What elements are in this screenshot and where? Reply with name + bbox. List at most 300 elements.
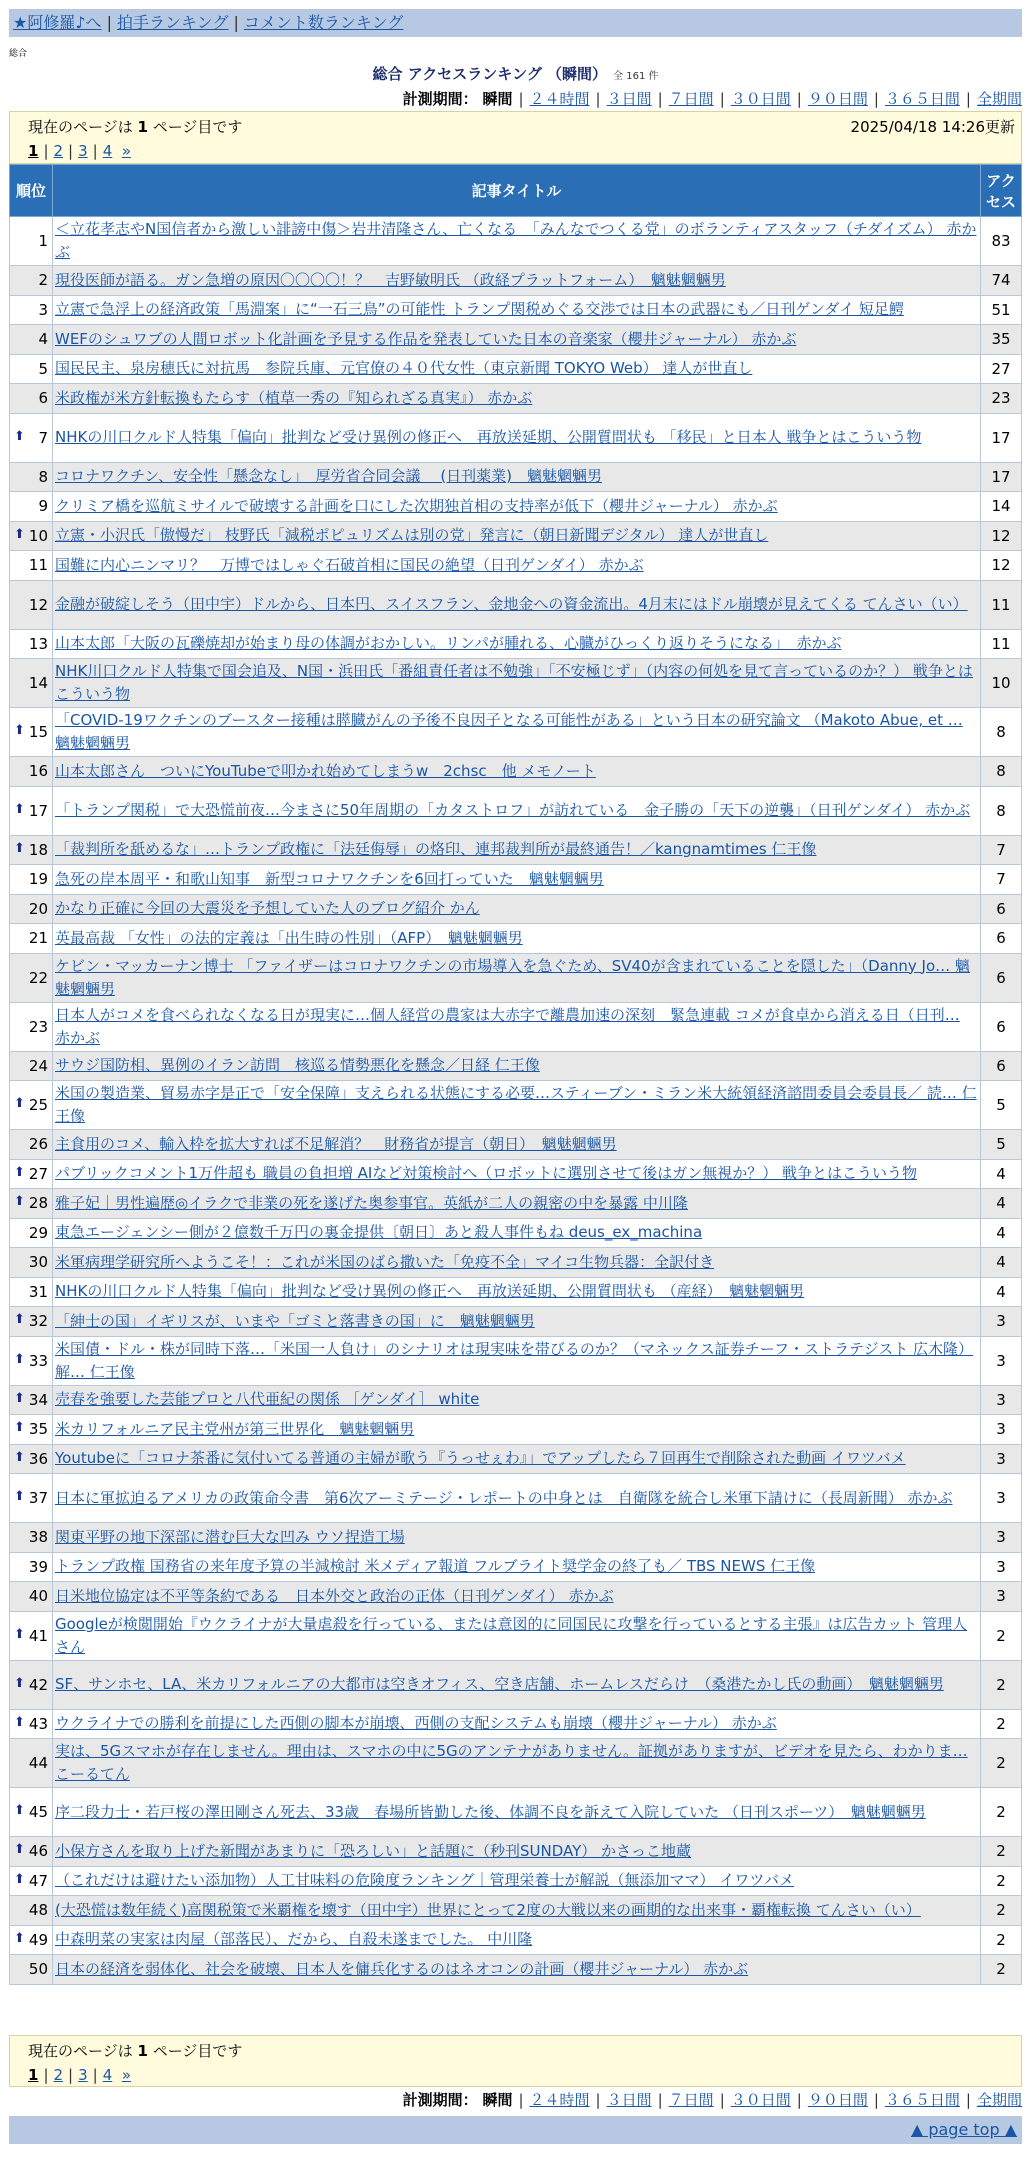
article-title-link[interactable]: NHK川口クルド人特集で国会追及、N国・浜田氏「番組責任者は不勉強」「不安極じず」（内容の何処を見て言っているのか？） 戦争とはこういう物	[55, 662, 973, 703]
access-count: 4	[981, 1218, 1022, 1248]
rank-up-icon: ⬆	[14, 1842, 25, 1858]
rank-number: 11	[28, 556, 48, 575]
rank-number: 47	[28, 1871, 48, 1890]
access-count: 14	[981, 492, 1022, 522]
title-cell	[53, 1385, 981, 1415]
article-title-link[interactable]: NHKの川口クルド人特集「偏向」批判など受け異例の修正へ 再放送延期、公開質問状も （産経） 魑魅魍魎男	[55, 1282, 805, 1301]
article-title-link[interactable]: (大恐慌は数年続く)高関税策で米覇権を壊す（田中宇）世界にとって2度の大戦以来の画期的な出来事・覇権転換 てんさい（い）	[55, 1900, 921, 1919]
rank-cell	[10, 1955, 53, 1985]
table-row	[10, 1552, 1022, 1582]
breadcrumb: 総合	[9, 49, 28, 59]
table-row	[10, 580, 1022, 629]
rank-number: 20	[28, 899, 48, 918]
article-title-link[interactable]: ＜立花孝志やN国信者から激しい誹謗中傷＞岩井清隆さん、亡くなる 「みんなでつくる党」のボランティアスタッフ（チダイズム） 赤かぶ	[55, 220, 977, 261]
title-cell	[53, 1739, 981, 1788]
rank-number: 41	[28, 1626, 48, 1645]
access-count: 2	[981, 1866, 1022, 1896]
article-title-link[interactable]: 小保方さんを取り上げた新聞があまりに「恐ろしい」と話題に（秒刊SUNDAY） かさっこ地蔵	[55, 1841, 692, 1860]
title-cell	[53, 1925, 981, 1955]
rank-cell	[10, 1336, 53, 1385]
rank-number: 39	[28, 1557, 48, 1576]
page-title-text: 総合 アクセスランキング （瞬間）	[372, 65, 608, 83]
title-cell	[53, 551, 981, 581]
rank-number: 17	[28, 801, 48, 820]
page-2-link[interactable]: 2	[53, 142, 64, 160]
rank-cell	[10, 1051, 53, 1081]
article-title-link[interactable]: ウクライナでの勝利を前提にした西側の脚本が崩壊、西側の支配システムも崩壊（櫻井ジャーナル） 赤かぶ	[55, 1714, 777, 1733]
rank-number: 50	[28, 1960, 48, 1979]
rank-number: 40	[28, 1587, 48, 1606]
rank-cell	[10, 1159, 53, 1189]
page-3-link-bottom[interactable]: 3	[78, 2066, 88, 2084]
article-title-link[interactable]: 金融が破綻しそう（田中宇）ドルから、日本円、スイスフラン、金地金への資金流出。4月末にはドル崩壊が見えてくる てんさい（い）	[55, 595, 968, 613]
rank-number: 15	[28, 723, 48, 741]
rank-number: 23	[28, 1017, 48, 1036]
rank-number: 36	[28, 1449, 48, 1468]
access-count: 6	[981, 894, 1022, 924]
article-title-link[interactable]: 主食用のコメ、輸入枠を拡大すれば不足解消？ 財務省が提言（朝日） 魑魅魍魎男	[55, 1134, 617, 1153]
page-2-link-bottom[interactable]: 2	[53, 2066, 64, 2084]
period-link-30d-bottom[interactable]: ３０日間	[730, 2091, 791, 2109]
rank-header: 順位	[10, 165, 53, 217]
rank-cell	[10, 580, 53, 629]
article-title-link[interactable]: 山本太郎「大阪の瓦礫焼却が始まり母の体調がおかしい。リンパが腫れる、心臓がひっくり返りそうになる」 赤かぶ	[55, 634, 842, 653]
period-link-30d[interactable]: ３０日間	[730, 90, 791, 108]
access-count: 2	[981, 1896, 1022, 1926]
access-count: 3	[981, 1582, 1022, 1612]
title-cell	[53, 462, 981, 492]
table-row	[10, 865, 1022, 895]
access-header: アクセス	[981, 165, 1022, 217]
article-title-link[interactable]: 東急エージェンシー側が２億数千万円の裏金提供〔朝日〕あと殺人事件もね deus_ex_machina	[55, 1223, 703, 1242]
rank-cell	[10, 1739, 53, 1788]
comment-ranking-link[interactable]: コメント数ランキング	[243, 13, 404, 32]
title-cell	[53, 924, 981, 954]
rank-cell	[10, 894, 53, 924]
rank-cell	[10, 1837, 53, 1867]
article-title-link[interactable]: ケビン・マッカーナン博士 「ファイザーはコロナワクチンの市場導入を急ぐため、SV40が含まれていることを隠した」（Danny Jo… 魑魅魍魎男	[55, 956, 970, 998]
page-4-link-bottom[interactable]: 4	[102, 2066, 113, 2084]
rank-cell	[10, 629, 53, 659]
title-cell	[53, 1474, 981, 1523]
access-count: 3	[981, 1552, 1022, 1582]
title-cell	[53, 1002, 981, 1051]
access-count: 3	[981, 1307, 1022, 1337]
access-count: 6	[981, 1051, 1022, 1081]
rank-number: 25	[28, 1096, 48, 1114]
current-page-number-bottom: 1	[137, 2042, 148, 2060]
table-row	[10, 1474, 1022, 1523]
rank-number: 13	[28, 634, 48, 653]
table-row	[10, 1307, 1022, 1337]
article-title-link[interactable]: パブリックコメント1万件超も 職員の負担増 AIなど対策検討へ（ロボットに選別させて後はガン無視か？） 戦争とはこういう物	[55, 1164, 918, 1183]
table-row	[10, 1837, 1022, 1867]
table-row	[10, 1955, 1022, 1985]
access-count: 5	[981, 1081, 1022, 1130]
rank-up-icon: ⬆	[14, 526, 25, 542]
title-cell	[53, 1277, 981, 1307]
title-cell	[53, 1051, 981, 1081]
page-3-link[interactable]: 3	[78, 142, 88, 160]
table-row	[10, 1218, 1022, 1248]
period-label: 計測期間：	[402, 90, 478, 108]
access-count: 8	[981, 708, 1022, 757]
title-cell	[53, 1955, 981, 1985]
rank-number: 2	[38, 271, 48, 290]
table-header-row	[10, 165, 1022, 217]
next-page-link[interactable]: »	[121, 142, 131, 160]
rank-up-icon: ⬆	[14, 1096, 25, 1111]
rank-number: 22	[28, 968, 48, 987]
title-cell	[53, 266, 981, 296]
rank-cell	[10, 462, 53, 492]
rank-up-icon: ⬆	[14, 840, 25, 856]
period-link-7d-bottom[interactable]: ７日間	[668, 2091, 714, 2109]
period-link-3d[interactable]: ３日間	[606, 90, 652, 108]
rank-up-icon: ⬆	[14, 1714, 25, 1730]
table-row	[10, 953, 1022, 1002]
rank-number: 35	[28, 1420, 48, 1439]
title-header: 記事タイトル	[53, 165, 981, 217]
rank-cell	[10, 924, 53, 954]
table-row	[10, 1788, 1022, 1837]
access-count: 2	[981, 1837, 1022, 1867]
table-row	[10, 1002, 1022, 1051]
title-cell	[53, 1523, 981, 1553]
rank-number: 27	[28, 1164, 48, 1183]
rank-cell	[10, 1611, 53, 1660]
ranking-table-body	[10, 217, 1022, 1985]
title-cell	[53, 1582, 981, 1612]
access-count: 17	[981, 413, 1022, 462]
rank-number: 46	[28, 1842, 48, 1861]
article-title-link[interactable]: 関東平野の地下深部に潜む巨大な凹み ウソ捏造工場	[55, 1527, 405, 1546]
access-count: 12	[981, 551, 1022, 581]
article-title-link[interactable]: 実は、5Gスマホが存在しません。理由は、スマホの中に5Gのアンテナがありません。証拠がありますが、ビデオを見たら、わかりま… こーるてん	[55, 1742, 968, 1783]
article-title-link[interactable]: WEFのシュワブの人間ロボット化計画を予見する作品を発表していた日本の音楽家（櫻井ジャーナル） 赤かぶ	[55, 329, 797, 348]
title-cell	[53, 1896, 981, 1926]
rank-number: 48	[28, 1901, 48, 1920]
access-count: 3	[981, 1336, 1022, 1385]
access-count: 51	[981, 295, 1022, 325]
access-count: 11	[981, 580, 1022, 629]
article-title-link[interactable]: 立憲で急浮上の経済政策「馬淵案」に“一石三鳥”の可能性 トランプ関税めぐる交渉では日本の武器にも／日刊ゲンダイ 短足鰐	[55, 300, 904, 319]
table-row	[10, 659, 1022, 708]
next-page-link-bottom[interactable]: »	[121, 2066, 131, 2084]
table-row	[10, 629, 1022, 659]
rank-up-icon: ⬆	[14, 1449, 25, 1465]
article-title-link[interactable]: SF、サンホセ、LA、米カリフォルニアの大都市は空きオフィス、空き店舗、ホームレスだらけ （桑港たかし氏の動画） 魑魅魍魎男	[55, 1675, 944, 1693]
rank-number: 5	[38, 359, 48, 378]
article-title-link[interactable]: 日本の経済を弱体化、社会を破壊、日本人を傭兵化するのはネオコンの計画（櫻井ジャーナル） 赤かぶ	[55, 1959, 749, 1978]
rank-cell	[10, 757, 53, 787]
rank-up-icon: ⬆	[14, 1164, 25, 1180]
access-count: 4	[981, 1277, 1022, 1307]
table-row	[10, 1130, 1022, 1160]
table-row	[10, 384, 1022, 414]
article-title-link[interactable]: 米カリフォルニア民主党州が第三世界化 魑魅魍魎男	[55, 1419, 415, 1438]
access-count: 8	[981, 786, 1022, 835]
rank-number: 42	[28, 1675, 48, 1694]
rank-number: 21	[28, 929, 48, 948]
rank-number: 38	[28, 1528, 48, 1547]
article-title-link[interactable]: Youtubeに「コロナ茶番に気付いてる普通の主婦が歌う『うっせぇわ』」でアップしたら７回再生で削除された動画 イワツバメ	[55, 1449, 906, 1468]
rank-number: 6	[38, 389, 48, 408]
rank-up-icon: ⬆	[14, 1194, 25, 1210]
title-cell	[53, 325, 981, 355]
rank-number: 18	[28, 840, 48, 859]
period-link-3d-bottom[interactable]: ３日間	[606, 2091, 652, 2109]
article-title-link[interactable]: 日本人がコメを食べられなくなる日が現実に…個人経営の農家は大赤字で離農加速の深刻 緊急連載 コメが食卓から消える日（日刊… 赤かぶ	[55, 1005, 960, 1047]
article-title-link[interactable]: 急死の岸本周平・和歌山知事 新型コロナワクチンを6回打っていた 魑魅魍魎男	[55, 869, 604, 888]
table-row	[10, 462, 1022, 492]
title-cell	[53, 521, 981, 551]
access-count: 17	[981, 462, 1022, 492]
pagination: 1 | 2 | 3 | 4 »	[28, 142, 131, 160]
title-cell	[53, 1552, 981, 1582]
clap-ranking-link[interactable]: 拍手ランキング	[116, 13, 229, 32]
rank-number: 32	[28, 1312, 48, 1331]
article-title-link[interactable]: 米国債・ドル・株が同時下落…「米国一人負け」のシナリオは現実味を帯びるのか？（マネックス証券チーフ・ストラテジスト 広木隆）解… 仁王像	[55, 1339, 973, 1381]
title-cell	[53, 354, 981, 384]
article-title-link[interactable]: クリミア橋を巡航ミサイルで破壊する計画を口にした次期独首相の支持率が低下（櫻井ジャーナル） 赤かぶ	[55, 496, 778, 515]
rank-cell	[10, 953, 53, 1002]
access-count: 6	[981, 924, 1022, 954]
rank-number: 33	[28, 1351, 48, 1370]
access-count: 4	[981, 1159, 1022, 1189]
table-row	[10, 1277, 1022, 1307]
rank-number: 49	[28, 1930, 48, 1949]
table-row	[10, 521, 1022, 551]
article-title-link[interactable]: 米軍病理学研究所へようこそ！：これが米国のばら撒いた「免疫不全」マイコ生物兵器：全訳付き	[55, 1252, 715, 1271]
current-page-text	[28, 116, 242, 137]
title-cell	[53, 1336, 981, 1385]
table-row	[10, 1385, 1022, 1415]
period-link-all-bottom[interactable]: 全期間	[976, 2091, 1022, 2109]
access-count: 11	[981, 629, 1022, 659]
rank-cell	[10, 1081, 53, 1130]
rank-cell	[10, 1189, 53, 1219]
period-link-24h-bottom[interactable]: ２４時間	[529, 2091, 590, 2109]
rank-cell	[10, 1896, 53, 1926]
period-current-bottom: 瞬間	[482, 2091, 513, 2109]
access-count: 2	[981, 1709, 1022, 1739]
rank-cell	[10, 492, 53, 522]
rank-cell	[10, 1130, 53, 1160]
table-row	[10, 1709, 1022, 1739]
rank-number: 31	[28, 1282, 48, 1301]
rank-up-icon: ⬆	[14, 1420, 25, 1436]
rank-cell	[10, 1002, 53, 1051]
title-cell	[53, 1444, 981, 1474]
title-cell	[53, 295, 981, 325]
period-link-365d[interactable]: ３６５日間	[884, 90, 960, 108]
period-link-all[interactable]: 全期間	[976, 90, 1022, 108]
access-count: 2	[981, 1739, 1022, 1788]
rank-cell	[10, 217, 53, 266]
title-cell	[53, 1307, 981, 1337]
rank-cell	[10, 1474, 53, 1523]
article-title-link[interactable]: 序二段力士・若戸桜の澤田剛さん死去、33歳 春場所皆勤した後、体調不良を訴えて入院していた （日刊スポーツ） 魑魅魍魎男	[55, 1802, 926, 1821]
paging-box-top	[9, 111, 1022, 164]
bottom-bar	[9, 2116, 1022, 2144]
title-cell	[53, 894, 981, 924]
period-selector-top: 計測期間： 瞬間 | ２４時間 | ３日間 | ７日間 | ３０日間 | ９０日間 | ３６５日間 | 全期間	[402, 90, 1022, 108]
table-row	[10, 266, 1022, 296]
rank-number: 4	[38, 330, 48, 349]
access-count: 27	[981, 354, 1022, 384]
article-title-link[interactable]: 中森明菜の実家は肉屋（部落民）、だから、自殺未遂までした。 中川隆	[55, 1930, 533, 1949]
access-count: 10	[981, 659, 1022, 708]
article-title-link[interactable]: （これだけは避けたい添加物）人工甘味料の危険度ランキング｜管理栄養士が解説（無添加ママ） イワツバメ	[55, 1871, 795, 1890]
rank-cell	[10, 1552, 53, 1582]
title-cell	[53, 580, 981, 629]
article-title-link[interactable]: 日本に軍拡迫るアメリカの政策命令書 第6次アーミテージ・レポートの中身とは 自衛隊を統合し米軍下請けに（長周新聞） 赤かぶ	[55, 1488, 953, 1507]
rank-cell	[10, 384, 53, 414]
title-cell	[53, 1788, 981, 1837]
rank-number: 14	[28, 674, 48, 692]
article-title-link[interactable]: 英最高裁 「女性」の法的定義は「出生時の性別」（AFP） 魑魅魍魎男	[55, 928, 523, 947]
table-row	[10, 1189, 1022, 1219]
table-row	[10, 1081, 1022, 1130]
rank-up-icon: ⬆	[14, 1626, 25, 1642]
title-cell	[53, 413, 981, 462]
rank-cell	[10, 1415, 53, 1445]
article-title-link[interactable]: サウジ国防相、異例のイラン訪問 核巡る情勢悪化を懸念／日経 仁王像	[55, 1056, 540, 1075]
access-count: 2	[981, 1788, 1022, 1837]
article-title-link[interactable]: コロナワクチン、安全性「懸念なし」 厚労省合同会議 (日刊薬業) 魑魅魍魎男	[55, 467, 603, 486]
rank-cell	[10, 354, 53, 384]
rank-number: 7	[38, 428, 48, 447]
article-title-link[interactable]: 国民民主、泉房穂氏に対抗馬 参院兵庫、元官僚の４０代女性（東京新聞 TOKYO Web） 達人が世直し	[55, 359, 753, 378]
article-title-link[interactable]: 雅子妃｜男性遍歴◎イラクで非業の死を遂げた奥参事官。英紙が二人の親密の中を暴露 中川隆	[55, 1193, 688, 1212]
rank-number: 9	[38, 497, 48, 516]
rank-number: 24	[28, 1056, 48, 1075]
period-selector-bottom: 計測期間： 瞬間 | ２４時間 | ３日間 | ７日間 | ３０日間 | ９０日間 | ３６５日間 | 全期間	[402, 2091, 1022, 2109]
title-cell	[53, 1415, 981, 1445]
rank-cell	[10, 551, 53, 581]
rank-cell	[10, 1444, 53, 1474]
rank-number: 37	[28, 1489, 48, 1507]
rank-number: 12	[28, 595, 48, 614]
table-row	[10, 1159, 1022, 1189]
rank-number: 45	[28, 1803, 48, 1821]
rank-cell	[10, 266, 53, 296]
table-row	[10, 924, 1022, 954]
table-row	[10, 217, 1022, 266]
article-title-link[interactable]: トランプ政権 国務省の来年度予算の半減検討 米メディア報道 フルブライト奨学金の終了も／ TBS NEWS 仁王像	[55, 1557, 816, 1576]
table-row	[10, 413, 1022, 462]
rank-up-icon: ⬆	[14, 1803, 25, 1818]
period-link-24h[interactable]: ２４時間	[529, 90, 590, 108]
table-row	[10, 1336, 1022, 1385]
article-title-link[interactable]: 「COVID-19ワクチンのブースター接種は膵臓がんの予後不良因子となる可能性がある」という日本の研究論文 （Makoto Abue, et … 魑魅魍魎男	[55, 711, 963, 752]
rank-cell	[10, 1660, 53, 1709]
rank-number: 10	[28, 526, 48, 545]
page-top-link[interactable]: ▲ page top ▲	[910, 2120, 1017, 2139]
access-count: 7	[981, 865, 1022, 895]
period-link-7d[interactable]: ７日間	[668, 90, 714, 108]
title-cell	[53, 659, 981, 708]
article-title-link[interactable]: 現役医師が語る。ガン急増の原因〇〇〇〇！？ 吉野敏明氏 （政経プラットフォーム） 魑魅魍魎男	[55, 270, 726, 289]
page-4-link[interactable]: 4	[102, 142, 113, 160]
access-count: 35	[981, 325, 1022, 355]
title-cell	[53, 1866, 981, 1896]
paging-box-bottom	[9, 2035, 1022, 2087]
article-title-link[interactable]: 「トランプ関税」で大恐慌前夜…今まさに50年周期の「カタストロフ」が訪れている 金子勝の「天下の逆襲」（日刊ゲンダイ） 赤かぶ	[55, 801, 971, 819]
access-count: 3	[981, 1474, 1022, 1523]
access-count: 2	[981, 1660, 1022, 1709]
article-title-link[interactable]: 立憲・小沢氏「傲慢だ」 枝野氏「減税ポピュリズムは別の党」発言に（朝日新聞デジタル） 達人が世直し	[55, 526, 769, 545]
rank-number: 1	[38, 232, 48, 250]
article-title-link[interactable]: 山本太郎さん ついにYouTubeで叩かれ始めてしまうw 2chsc 他 メモノート	[55, 761, 596, 780]
title-cell	[53, 835, 981, 865]
article-title-link[interactable]: かなり正確に今回の大震災を予想していた人のブログ紹介 かん	[55, 899, 480, 918]
rank-cell	[10, 521, 53, 551]
article-title-link[interactable]: Googleが検閲開始『ウクライナが大量虐殺を行っている、または意図的に同国民に攻撃を行っているとする主張』は広告カット 管理人さん	[55, 1614, 968, 1656]
rank-cell	[10, 1248, 53, 1278]
article-title-link[interactable]: 日米地位協定は不平等条約である 日本外交と政治の正体（日刊ゲンダイ） 赤かぶ	[55, 1586, 614, 1605]
rank-up-icon: ⬆	[14, 1312, 25, 1328]
title-cell	[53, 1218, 981, 1248]
current-page-pre-bottom: 現在のページは	[28, 2042, 133, 2060]
access-count: 2	[981, 1611, 1022, 1660]
rank-number: 3	[38, 300, 48, 319]
access-count: 5	[981, 1130, 1022, 1160]
title-cell	[53, 1081, 981, 1130]
rank-cell	[10, 659, 53, 708]
title-cell	[53, 1611, 981, 1660]
rank-number: 34	[28, 1390, 48, 1409]
article-title-link[interactable]: 米国の製造業、貿易赤字是正で「安全保障」支えられる状態にする必要…スティーブン・ミラン米大統領経済諮問委員会委員長／ 読… 仁王像	[55, 1084, 977, 1125]
home-link[interactable]: ★阿修羅♪へ	[13, 13, 102, 32]
article-title-link[interactable]: 国難に内心ニンマリ？ 万博ではしゃぐ石破首相に国民の絶望（日刊ゲンダイ） 赤かぶ	[55, 555, 644, 574]
ranking-table	[9, 164, 1022, 1985]
table-row	[10, 1739, 1022, 1788]
table-row	[10, 325, 1022, 355]
period-link-90d-bottom[interactable]: ９０日間	[807, 2091, 868, 2109]
rank-cell	[10, 1582, 53, 1612]
title-cell	[53, 953, 981, 1002]
current-page-number: 1	[137, 118, 148, 136]
title-cell	[53, 865, 981, 895]
article-title-link[interactable]: NHKの川口クルド人特集「偏向」批判など受け異例の修正へ 再放送延期、公開質問状も 「移民」と日本人 戦争とはこういう物	[55, 428, 922, 446]
rank-up-icon: ⬆	[14, 801, 25, 817]
access-count: 74	[981, 266, 1022, 296]
rank-cell	[10, 325, 53, 355]
rank-up-icon: ⬆	[14, 723, 25, 738]
table-row	[10, 1523, 1022, 1553]
title-cell	[53, 217, 981, 266]
table-row	[10, 551, 1022, 581]
period-current: 瞬間	[482, 90, 513, 108]
rank-cell	[10, 1925, 53, 1955]
article-title-link[interactable]: 「裁判所を舐めるな」…トランプ政権に「法廷侮辱」の烙印、連邦裁判所が最終通告！／kangnamtimes 仁王像	[55, 840, 817, 859]
access-count: 6	[981, 1002, 1022, 1051]
article-title-link[interactable]: 米政権が米方針転換もたらす（植草一秀の『知られざる真実』） 赤かぶ	[55, 388, 533, 407]
rank-up-icon: ⬆	[14, 1390, 25, 1406]
article-title-link[interactable]: 売春を強要した芸能プロと八代亜紀の関係 ［ゲンダイ］ white	[55, 1390, 480, 1409]
rank-cell	[10, 1866, 53, 1896]
rank-cell	[10, 786, 53, 835]
article-title-link[interactable]: 「紳士の国」イギリスが、いまや「ゴミと落書きの国」に 魑魅魍魎男	[55, 1311, 535, 1330]
rank-number: 19	[28, 870, 48, 889]
page-1: 1	[28, 142, 39, 160]
period-link-365d-bottom[interactable]: ３６５日間	[884, 2091, 960, 2109]
rank-cell	[10, 708, 53, 757]
period-link-90d[interactable]: ９０日間	[807, 90, 868, 108]
rank-number: 44	[28, 1754, 48, 1772]
